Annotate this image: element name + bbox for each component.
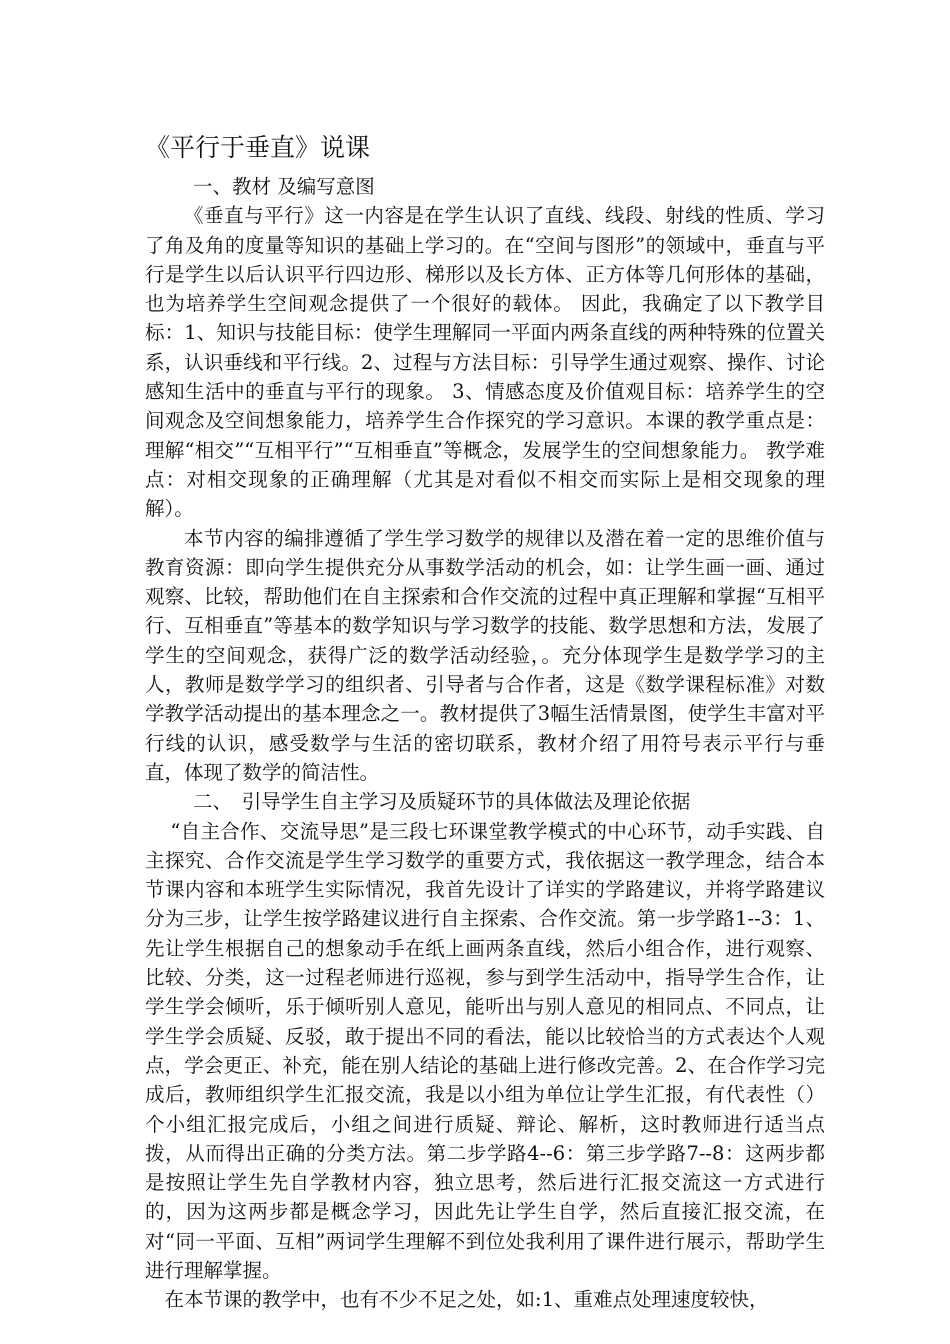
section-heading-2: 二、 引导学生自主学习及质疑环节的具体做法及理论依据 <box>193 790 691 814</box>
section-heading-1: 一、教材 及编写意图 <box>193 175 375 198</box>
paragraph-1: 《垂直与平行》这一内容是在学生认识了直线、线段、射线的性质、学习了角及角的度量等知识的基础上学习的。在“空间与图形”的领域中，垂直与平行是学生以后认识平行四边形、梯形以及长方体、正方体等几何形体的基础，也为培养学生空间观念提供了一个很好的载体。 因此，我确定了以下教学目标：1、知识与技能目标：使学生理解同一平面内两条直线的两种特殊的位置关系，认识垂线和平行线。2、过程与方法目标：引导学生通过观察、操作、讨论感知生活中的垂直与平行的现象。 3、情感态度及价值观目标：培养学生的空间观念及空间想象能力，培养学生合作探究的学习意识。本课的教学重点是：理解“相交”“互相平行”“互相垂直”等概念，发展学生的空间想象能力。 教学难点：对相交现象的正确理解（尤其是对看似不相交而实际上是相交现象的理解）。 <box>145 204 825 521</box>
document-body <box>145 128 825 1315</box>
paragraph-2: 本节内容的编排遵循了学生学习数学的规律以及潜在着一定的思维价值与教育资源：即向学生提供充分从事数学活动的机会，如：让学生画一画、通过观察、比较，帮助他们在自主探索和合作交流的过程中真正理解和掌握“互相平行、互相垂直”等基本的数学知识与学习数学的技能、数学思想和方法，发展了学生的空间观念，获得广泛的数学活动经验，。充分体现学生是数学学习的主人，教师是数学学习的组织者、引导者与合作者，这是《数学课程标准》对数学教学活动提出的基本理念之一。教材提供了3幅生活情景图，使学生丰富对平行线的认识，感受数学与生活的密切联系，教材介绍了用符号表示平行与垂直，体现了数学的简洁性。 <box>145 526 825 784</box>
paragraph-3: “自主合作、交流导思”是三段七环课堂教学模式的中心环节，动手实践、自主探究、合作交流是学生学习数学的重要方式，我依据这一教学理念，结合本节课内容和本班学生实际情况，我首先设计了详实的学路建议，并将学路建议分为三步，让学生按学路建议进行自主探索、合作交流。第一步学路1--3：1、先让学生根据自己的想象动手在纸上画两条直线，然后小组合作，进行观察、比较、分类，这一过程老师进行巡视，参与到学生活动中，指导学生合作，让学生学会倾听，乐于倾听别人意见，能听出与别人意见的相同点、不同点，让学生学会质疑、反驳，敢于提出不同的看法，能以比较恰当的方式表达个人观点，学会更正、补充，能在别人结论的基础上进行修改完善。2、在合作学习完成后，教师组织学生汇报交流，我是以小组为单位让学生汇报，有代表性（）个小组汇报完成后，小组之间进行质疑、辩论、解析，这时教师进行适当点拨，从而得出正确的分类方法。第二步学路4--6：第三步学路7--8：这两步都是按照让学生先自学教材内容，独立思考，然后进行汇报交流这一方式进行的，因为这两步都是概念学习，因此先让学生自学，然后直接汇报交流，在对“同一平面、互相”两词学生理解不到位处我利用了课件进行展示，帮助学生进行理解掌握。 <box>145 819 825 1282</box>
paragraph-4: 在本节课的教学中，也有不少不足之处，如:1、重难点处理速度较快， <box>164 1288 769 1312</box>
document-title: 《平行于垂直》说课 <box>145 133 371 162</box>
